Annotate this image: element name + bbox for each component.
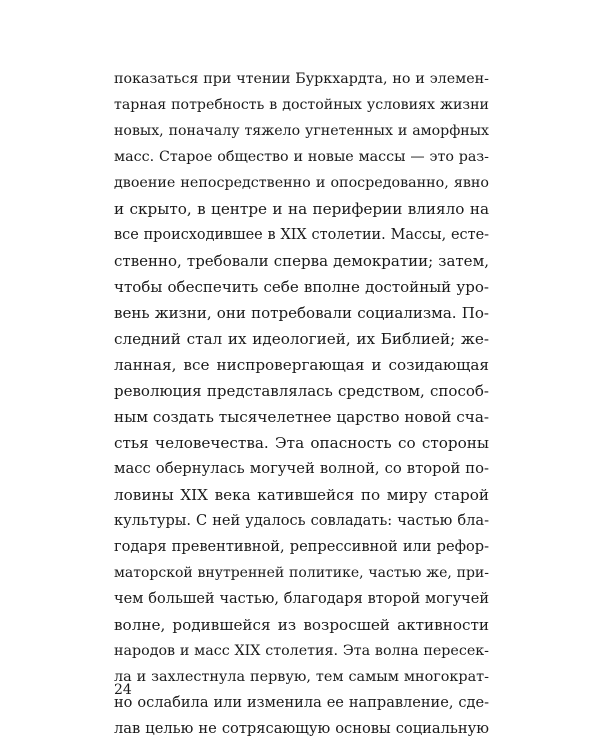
text-line: но ослабила или изменила ее направление, сде- [114, 695, 489, 711]
text-line: новых, поначалу тяжело угнетенных и аморфных [114, 123, 489, 139]
page-number: 24 [114, 682, 132, 698]
text-line: двоение непосредственно и опосредованно, явно [114, 175, 489, 191]
text-line: ла и захлестнула первую, тем самым многократ- [114, 669, 489, 685]
text-line: тарная потребность в достойных условиях жизни [114, 97, 489, 113]
text-line: и скрыто, в центре и на периферии влияло на [114, 200, 489, 218]
text-line: масс обернулась могучей волной, со второй по- [114, 460, 489, 477]
text-line: следний стал их идеологией, их Библией; же- [114, 330, 489, 348]
body-text [114, 66, 489, 742]
text-line: революция представлялась средством, способ- [114, 382, 489, 400]
text-line: вень жизни, они потребовали социализма. По- [114, 304, 489, 322]
text-line: все происходившее в XIX столетии. Массы, есте- [114, 227, 489, 243]
text-line: стья человечества. Эта опасность со стороны [114, 434, 489, 452]
text-line: маторской внутренней политике, частью же, при- [114, 565, 489, 581]
text-line: культуры. С ней удалось совладать: частью бла- [114, 512, 489, 529]
text-line: показаться при чтении Буркхардта, но и элемен- [114, 71, 489, 87]
text-line: волне, родившейся из возросшей активности [114, 616, 489, 634]
text-line: народов и масс XIX столетия. Эта волна пересек- [114, 643, 489, 659]
text-line: чем большей частью, благодаря второй могучей [114, 591, 489, 607]
text-line: лав целью не сотрясающую основы социальную [114, 720, 489, 737]
text-line: масс. Старое общество и новые массы — это раз- [114, 149, 489, 165]
text-line: чтобы обеспечить себе вполне достойный уро- [114, 278, 489, 296]
text-line: годаря превентивной, репрессивной или рефор- [114, 538, 489, 555]
text-line: ным создать тысячелетнее царство новой сча- [114, 408, 489, 426]
text-line: ланная, все ниспровергающая и созидающая [114, 356, 489, 374]
text-line: ственно, требовали сперва демократии; затем, [114, 252, 489, 270]
text-line: ловины XIX века катившейся по миру старой [114, 486, 489, 504]
